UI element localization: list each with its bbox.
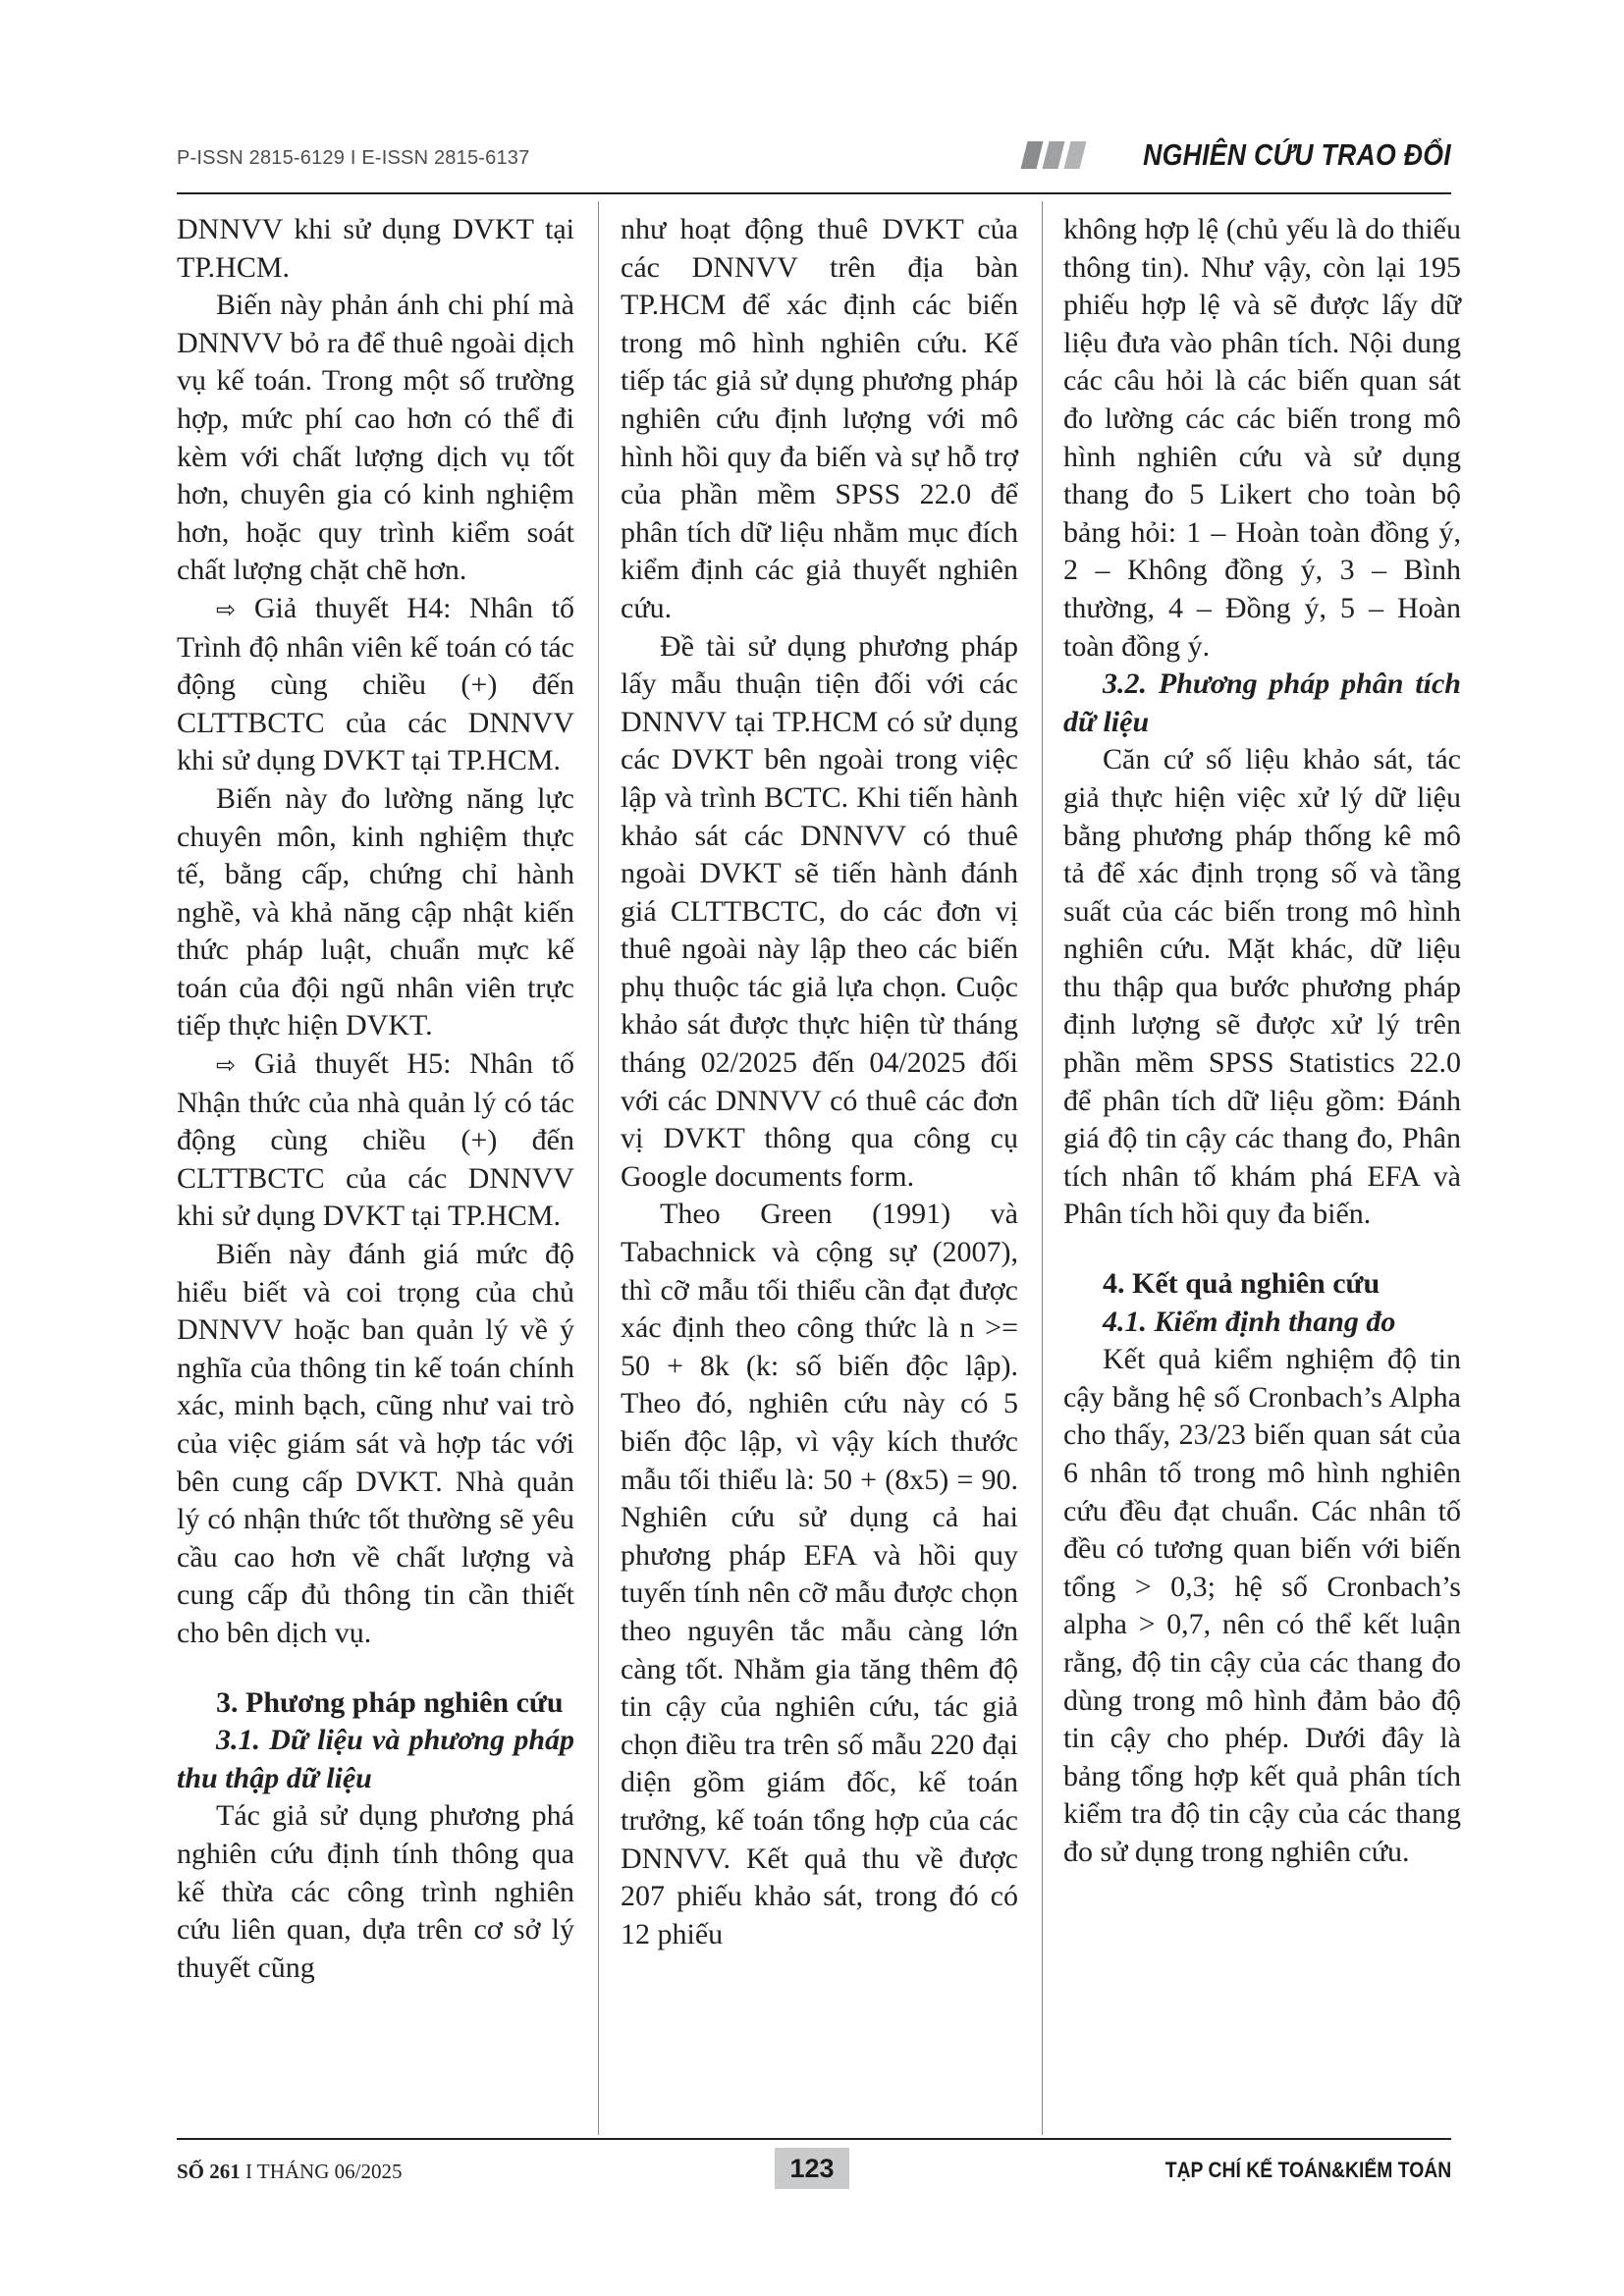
subsection-heading — [1063, 666, 1461, 741]
subsection-heading — [1063, 1304, 1461, 1342]
subsection-heading — [177, 1722, 574, 1797]
paragraph-text: Biến này đánh giá mức độ hiểu biết và coi trọng của chủ DNNVV hoặc ban quản lý về ý nghĩa của thông tin kế toán chính xác, minh bạch, cũng như vai trò của việc giám sát và hợp tác với bên cung cấp DVKT. Nhà quản lý có nhận thức tốt thường sẽ yêu cầu cao hơn về chất lượng và cung cấp đủ thông tin cần thiết cho bên dịch vụ. — [177, 1238, 574, 1649]
paragraph — [1063, 741, 1461, 1234]
footer-rule — [177, 2138, 1451, 2140]
paragraph-text: Giả thuyết H5: Nhân tố Nhận thức của nhà quản lý có tác động cùng chiều (+) đến CLTTBCTC của các DNNVV khi sử dụng DVKT tại TP.HCM. — [177, 1047, 574, 1233]
paragraph-text: 4.1. Kiểm định thang đo — [1103, 1305, 1396, 1338]
paragraph-text: không hợp lệ (chủ yếu là do thiếu thông tin). Như vậy, còn lại 195 phiếu hợp lệ và sẽ được lấy dữ liệu đưa vào phân tích. Nội dung các câu hỏi là các biến quan sát đo lường các các biến trong mô hình nghiên cứu và sử dụng thang đo 5 Likert cho toàn bộ bảng hỏi: 1 – Hoàn toàn đồng ý, 2 – Không đồng ý, 3 – Bình thường, 4 – Đồng ý, 5 – Hoàn toàn đồng ý. — [1063, 213, 1461, 663]
paragraph — [177, 780, 574, 1045]
header-bars-decoration — [1024, 141, 1083, 169]
paragraph-text: như hoạt động thuê DVKT của các DNNVV trên địa bàn TP.HCM để xác định các biến trong mô hình nghiên cứu. Kế tiếp tác giả sử dụng phương pháp nghiên cứu định lượng với mô hình hồi quy đa biến và sự hỗ trợ của phần mềm SPSS 22.0 để phân tích dữ liệu nhằm mục đích kiểm định các giả thuyết nghiên cứu. — [621, 213, 1018, 624]
issue-separator: I — [240, 2160, 257, 2183]
paragraph-text: 3.1. Dữ liệu và phương pháp thu thập dữ liệu — [177, 1724, 574, 1794]
paragraph-text: Giả thuyết H4: Nhân tố Trình độ nhân viên kế toán có tác động cùng chiều (+) đến CLTTBCTC của các DNNVV khi sử dụng DVKT tại TP.HCM. — [177, 591, 574, 777]
paragraph-text: Biến này phản ánh chi phí mà DNNVV bỏ ra để thuê ngoài dịch vụ kế toán. Trong một số trường hợp, mức phí cao hơn có thể đi kèm với chất lượng dịch vụ tốt hơn, chuyên gia có kinh nghiệm hơn, hoặc quy trình kiểm soát chất lượng chặt chẽ hơn. — [177, 289, 574, 587]
issn-header: P-ISSN 2815-6129 I E-ISSN 2815-6137 — [177, 147, 530, 169]
paragraph-text: 3.2. Phương pháp phân tích dữ liệu — [1063, 667, 1461, 738]
paragraph — [177, 1236, 574, 1653]
paragraph-text: 4. Kết quả nghiên cứu — [1103, 1267, 1380, 1301]
text-column-2 — [621, 211, 1018, 1953]
journal-name: TẠP CHÍ KẾ TOÁN&KIỂM TOÁN — [1164, 2158, 1451, 2182]
hypothesis-paragraph — [177, 1045, 574, 1236]
column-divider — [598, 201, 599, 2135]
hypothesis-paragraph — [177, 590, 574, 780]
paragraph — [1063, 211, 1461, 666]
arrow-icon: ⇨ — [216, 595, 254, 623]
paragraph-text: DNNVV khi sử dụng DVKT tại TP.HCM. — [177, 213, 574, 284]
text-column-3 — [1063, 211, 1461, 1872]
paragraph-text: Kết quả kiểm nghiệm độ tin cậy bằng hệ số Cronbach’s Alpha cho thấy, 23/23 biến quan sát của 6 nhân tố trong mô hình nghiên cứu đều đạt chuẩn. Các nhân tố đều có tương quan biến với biến tổng > 0,3; hệ số Cronbach’s alpha > 0,7, nên có thể kết luận rằng, độ tin cậy của các thang đo dùng trong mô hình đảm bảo độ tin cậy cho phép. Dưới đây là bảng tổng hợp kết quả phân tích kiểm tra độ tin cậy của các thang đo sử dụng trong nghiên cứu. — [1063, 1343, 1461, 1868]
paragraph-text: 3. Phương pháp nghiên cứu — [216, 1685, 564, 1719]
paragraph-text: Tác giả sử dụng phương phá nghiên cứu định tính thông qua kế thừa các công trình nghiên cứu liên quan, dựa trên cơ sở lý thuyết cũng — [177, 1799, 574, 1984]
section-heading — [1063, 1265, 1461, 1304]
arrow-icon: ⇨ — [216, 1051, 254, 1080]
paragraph — [1063, 1341, 1461, 1871]
section-title: NGHIÊN CỨU TRAO ĐỔI — [1143, 137, 1451, 172]
section-header — [1024, 137, 1451, 173]
footer-issue — [177, 2160, 402, 2184]
paragraph-text: Căn cứ số liệu khảo sát, tác giả thực hiện việc xử lý dữ liệu bằng phương pháp thống kê mô tả để xác định trọng số và tầng suất của các biến trong mô hình nghiên cứu. Mặt khác, dữ liệu thu thập qua bước phương pháp định lượng sẽ được xử lý trên phần mềm SPSS Statistics 22.0 để phân tích dữ liệu gồm: Đánh giá độ tin cậy các thang đo, Phân tích nhân tố khám phá EFA và Phân tích hồi quy đa biến. — [1063, 743, 1461, 1231]
issue-month: THÁNG 06/2025 — [256, 2160, 403, 2183]
section-heading — [177, 1684, 574, 1723]
paragraph — [621, 628, 1018, 1197]
paragraph — [177, 287, 574, 590]
paragraph — [621, 1196, 1018, 1953]
issue-number: SỐ 261 — [177, 2160, 241, 2183]
paragraph-text: Đề tài sử dụng phương pháp lấy mẫu thuận tiện đối với các DNNVV tại TP.HCM có sử dụng các DVKT bên ngoài trong việc lập và trình BCTC. Khi tiến hành khảo sát các DNNVV có thuê ngoài DVKT sẽ tiến hành đánh giá CLTTBCTC, do các đơn vị thuê ngoài này lập theo các biến phụ thuộc tác giả lựa chọn. Cuộc khảo sát được thực hiện từ tháng tháng 02/2025 đến 04/2025 đối với các DNNVV có thuê các đơn vị DVKT thông qua công cụ Google documents form. — [621, 629, 1018, 1193]
page-number: 123 — [775, 2148, 849, 2189]
paragraph-text: Biến này đo lường năng lực chuyên môn, kinh nghiệm thực tế, bằng cấp, chứng chỉ hành nghề, và khả năng cập nhật kiến thức pháp luật, chuẩn mực kế toán của đội ngũ nhân viên trực tiếp thực hiện DVKT. — [177, 781, 574, 1042]
paragraph — [177, 211, 574, 287]
paragraph-text: Theo Green (1991) và Tabachnick và cộng sự (2007), thì cỡ mẫu tối thiểu cần đạt được xác định theo công thức là n >= 50 + 8k (k: số biến độc lập). Theo đó, nghiên cứu này có 5 biến độc lập, vì vậy kích thước mẫu tối thiểu là: 50 + (8x5) = 90. Nghiên cứu sử dụng cả hai phương pháp EFA và hồi quy tuyến tính nên cỡ mẫu được chọn theo nguyên tắc mẫu càng lớn càng tốt. Nhằm gia tăng thêm độ tin cậy của nghiên cứu, tác giả chọn điều tra trên số mẫu 220 đại diện gồm giám đốc, kế toán trưởng, kế toán tổng hợp của các DNNVV. Kết quả thu về được 207 phiếu khảo sát, trong đó có 12 phiếu — [621, 1198, 1018, 1950]
column-divider — [1042, 201, 1043, 2135]
paragraph — [177, 1797, 574, 1987]
paragraph — [621, 211, 1018, 628]
text-column-1 — [177, 211, 574, 1987]
header-rule — [177, 192, 1451, 194]
